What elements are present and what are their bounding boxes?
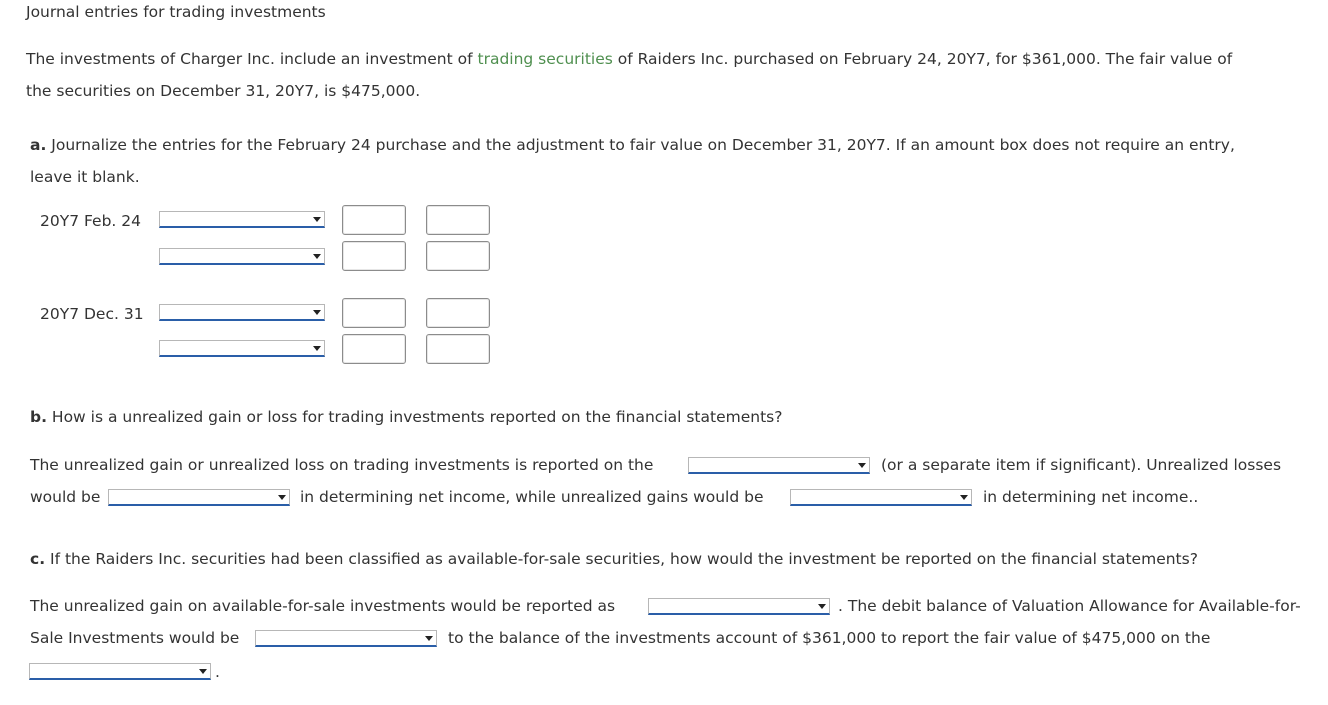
chevron-down-icon bbox=[818, 604, 826, 609]
part-b-text: in determining net income.. bbox=[983, 488, 1199, 506]
account-select[interactable] bbox=[159, 248, 325, 265]
debit-amount-input[interactable] bbox=[342, 298, 406, 328]
entry-date: 20Y7 Dec. 31 bbox=[40, 305, 144, 323]
credit-amount-input[interactable] bbox=[426, 298, 490, 328]
part-a-instructions: Journalize the entries for the February 24 purchase and the adjustment to fair value on December 31, 20Y7. If an amount box does not require an entry, bbox=[46, 136, 1235, 154]
part-b-text: would be bbox=[30, 488, 101, 506]
part-c-text: . The debit balance of Valuation Allowance for Available-for- bbox=[838, 597, 1301, 615]
part-b-text: in determining net income, while unrealized gains would be bbox=[300, 488, 764, 506]
account-select[interactable] bbox=[159, 340, 325, 357]
part-b-question-text: How is a unrealized gain or loss for trading investments reported on the financial statements? bbox=[46, 408, 783, 426]
intro-text-cont: of Raiders Inc. purchased on February 24, 20Y7, for $361,000. The fair value of bbox=[612, 50, 1233, 68]
chevron-down-icon bbox=[960, 495, 968, 500]
intro-text: The investments of Charger Inc. include an investment of bbox=[26, 50, 478, 68]
intro-line-1 bbox=[26, 43, 1232, 75]
chevron-down-icon bbox=[313, 346, 321, 351]
intro-line-2: the securities on December 31, 20Y7, is $475,000. bbox=[26, 82, 421, 100]
account-select[interactable] bbox=[159, 211, 325, 228]
page-title: Journal entries for trading investments bbox=[26, 3, 326, 21]
chevron-down-icon bbox=[199, 669, 207, 674]
part-c-label: c. bbox=[30, 550, 46, 568]
credit-amount-input[interactable] bbox=[426, 205, 490, 235]
debit-amount-input[interactable] bbox=[342, 205, 406, 235]
chevron-down-icon bbox=[278, 495, 286, 500]
chevron-down-icon bbox=[425, 636, 433, 641]
statement-select[interactable] bbox=[688, 457, 870, 474]
part-c-text: to the balance of the investments account of $361,000 to report the fair value of $475,000 on the bbox=[448, 629, 1211, 647]
chevron-down-icon bbox=[858, 463, 866, 468]
part-c-text: The unrealized gain on available-for-sale investments would be reported as bbox=[30, 597, 616, 615]
credit-amount-input[interactable] bbox=[426, 241, 490, 271]
losses-select[interactable] bbox=[108, 489, 290, 506]
debit-amount-input[interactable] bbox=[342, 334, 406, 364]
statement-select[interactable] bbox=[29, 663, 211, 680]
part-b-label: b. bbox=[30, 408, 47, 426]
part-c-text: Sale Investments would be bbox=[30, 629, 240, 647]
part-b-question bbox=[30, 401, 782, 433]
part-c-question-text: If the Raiders Inc. securities had been classified as available-for-sale securities, how would the investment be reported on the financial statements? bbox=[45, 550, 1198, 568]
reported-as-select[interactable] bbox=[648, 598, 830, 615]
chevron-down-icon bbox=[313, 254, 321, 259]
part-c-period: . bbox=[215, 663, 220, 681]
entry-date: 20Y7 Feb. 24 bbox=[40, 212, 141, 230]
added-deducted-select[interactable] bbox=[255, 630, 437, 647]
part-c-question bbox=[30, 543, 1198, 575]
debit-amount-input[interactable] bbox=[342, 241, 406, 271]
trading-securities-link[interactable]: trading securities bbox=[477, 50, 613, 68]
gains-select[interactable] bbox=[790, 489, 972, 506]
part-a-line-1 bbox=[30, 129, 1235, 161]
part-b-text: The unrealized gain or unrealized loss on trading investments is reported on the bbox=[30, 456, 654, 474]
chevron-down-icon bbox=[313, 310, 321, 315]
credit-amount-input[interactable] bbox=[426, 334, 490, 364]
part-a-line-2: leave it blank. bbox=[30, 168, 140, 186]
account-select[interactable] bbox=[159, 304, 325, 321]
part-a-label: a. bbox=[30, 136, 47, 154]
part-b-text: (or a separate item if significant). Unrealized losses bbox=[881, 456, 1282, 474]
chevron-down-icon bbox=[313, 217, 321, 222]
